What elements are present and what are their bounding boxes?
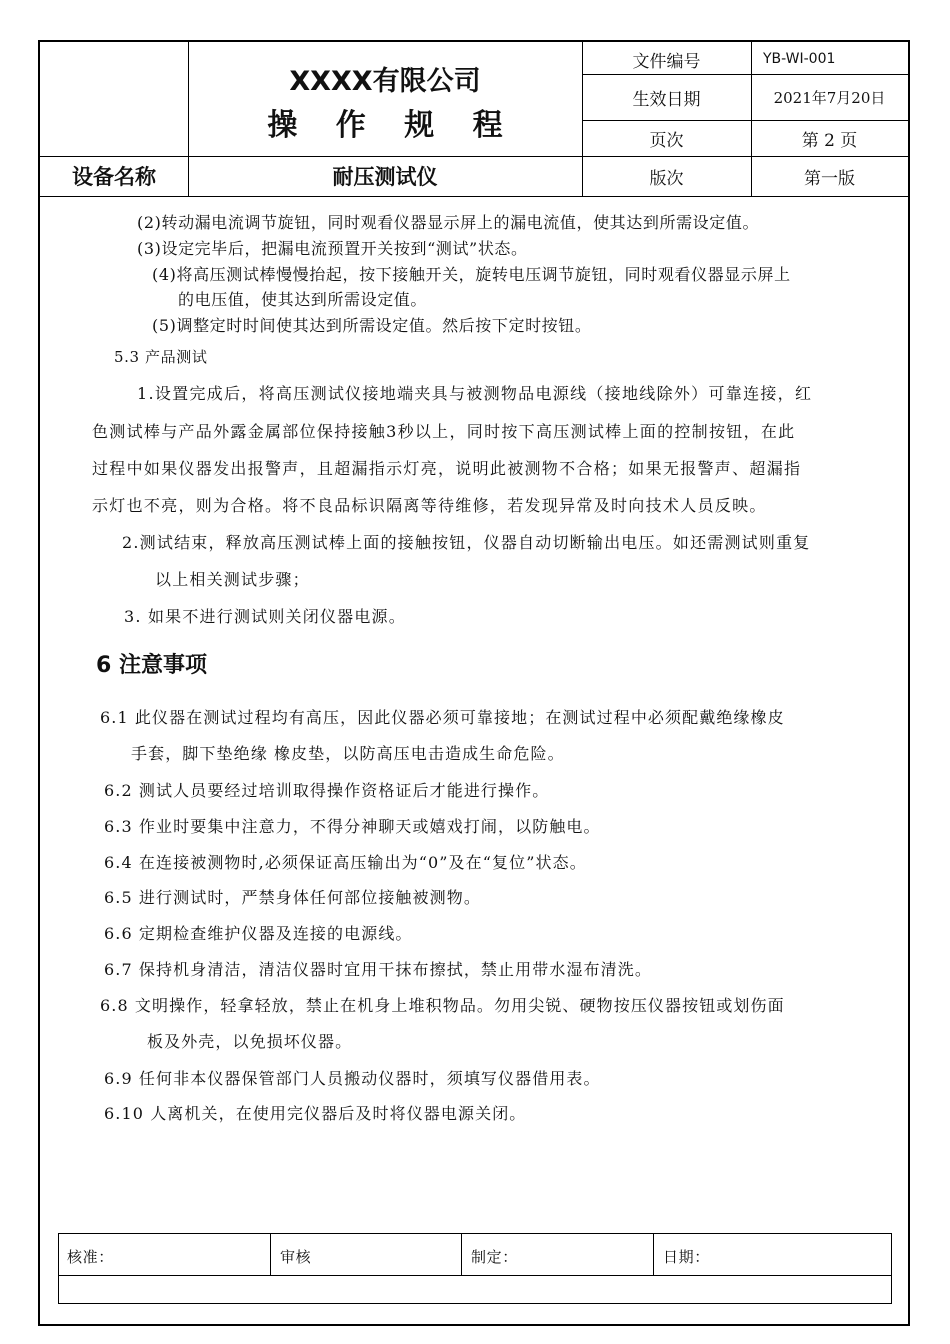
made-label: 制定： [471, 1248, 518, 1266]
page-label: 页次 [649, 130, 684, 151]
note-6-1: 6.1 此仪器在测试过程均有高压，因此仪器必须可靠接地；在测试过程中必须配戴绝缘橡皮 [100, 708, 785, 727]
note-6-8: 6.8 文明操作，轻拿轻放，禁止在机身上堆积物品。勿用尖锐、硬物按压仪器按钮或划伤面 [100, 996, 785, 1015]
note-6-3: 6.3 作业时要集中注意力，不得分神聊天或嬉戏打闹，以防触电。 [104, 817, 601, 836]
doc-no-value: YB-WI-001 [763, 51, 836, 67]
paragraph-3: 3. 如果不进行测试则关闭仪器电源。 [124, 607, 406, 626]
note-6-9: 6.9 任何非本仪器保管部门人员搬动仪器时，须填写仪器借用表。 [104, 1069, 601, 1088]
doc-no-label: 文件编号 [632, 51, 701, 72]
paragraph-1-line-2: 色测试棒与产品外露金属部位保持接触3秒以上，同时按下高压测试棒上面的控制按钮，在此 [92, 422, 796, 441]
paragraph-2-line-2: 以上相关测试步骤； [155, 570, 310, 589]
paragraph-1-line-4: 示灯也不亮，则为合格。将不良品标识隔离等待维修，若发现异常及时向技术人员反映。 [92, 496, 767, 515]
section-5-3-title: 5.3 产品测试 [114, 348, 208, 366]
step-2: (2)转动漏电流调节旋钮，同时观看仪器显示屏上的漏电流值，使其达到所需设定值。 [137, 213, 760, 232]
note-6-5: 6.5 进行测试时，严禁身体任何部位接触被测物。 [104, 888, 481, 907]
note-6-2: 6.2 测试人员要经过培训取得操作资格证后才能进行操作。 [104, 781, 550, 800]
step-4: (4)将高压测试棒慢慢抬起，按下接触开关，旋转电压调节旋钮，同时观看仪器显示屏上 [152, 265, 791, 284]
step-3: (3)设定完毕后，把漏电流预置开关按到“测试”状态。 [137, 239, 528, 258]
note-6-8-cont: 板及外壳，以免损坏仪器。 [147, 1032, 353, 1051]
step-4-cont: 的电压值，使其达到所需设定值。 [178, 290, 428, 309]
paragraph-1-line-1: 1.设置完成后，将高压测试仪接地端夹具与被测物品电源线（接地线除外）可靠连接，红 [137, 384, 813, 403]
equipment-label: 设备名称 [72, 165, 156, 189]
section-6-title: 6 注意事项 [96, 653, 207, 678]
version-label: 版次 [649, 168, 684, 189]
approve-label: 核准： [67, 1248, 114, 1266]
equipment-value: 耐压测试仪 [332, 165, 438, 189]
page-value: 第 2 页 [801, 130, 858, 151]
note-6-4: 6.4 在连接被测物时,必须保证高压输出为“0”及在“复位”状态。 [104, 853, 587, 872]
step-5: (5)调整定时时间使其达到所需设定值。然后按下定时按钮。 [152, 316, 592, 335]
effective-date-label: 生效日期 [632, 89, 701, 110]
note-6-6: 6.6 定期检查维护仪器及连接的电源线。 [104, 924, 413, 943]
note-6-1-cont: 手套，脚下垫绝缘 橡皮垫，以防高压电击造成生命危险。 [131, 744, 565, 763]
note-6-7: 6.7 保持机身清洁，清洁仪器时宜用干抹布擦拭，禁止用带水湿布清洗。 [104, 960, 652, 979]
procedure-title: 操 作 规 程 [267, 108, 517, 143]
review-label: 审核 [280, 1248, 312, 1266]
paragraph-2-line-1: 2.测试结束，释放高压测试棒上面的接触按钮，仪器自动切断输出电压。如还需测试则重复 [122, 533, 811, 552]
paragraph-1-line-3: 过程中如果仪器发出报警声，且超漏指示灯亮，说明此被测物不合格；如果无报警声、超漏指 [92, 459, 802, 478]
version-value: 第一版 [804, 168, 855, 189]
note-6-10: 6.10 人离机关，在使用完仪器后及时将仪器电源关闭。 [104, 1104, 527, 1123]
date-label: 日期： [663, 1248, 710, 1266]
effective-date-value: 2021年7月20日 [773, 88, 886, 107]
company-name: XXXX有限公司 [289, 65, 481, 97]
